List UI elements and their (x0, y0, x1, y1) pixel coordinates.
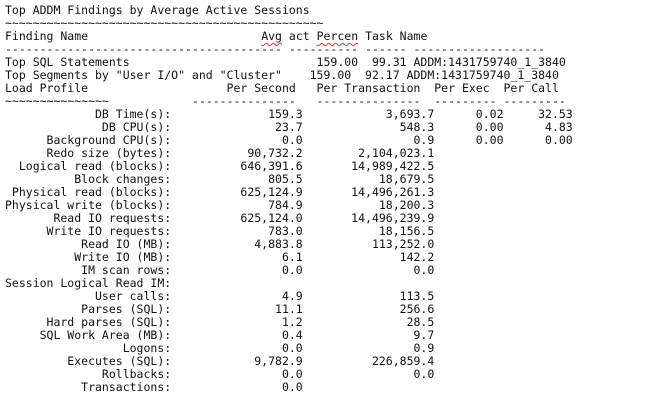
profile-row: Physical read (blocks): 625,124.9 14,496,261.3 (5, 185, 435, 199)
awr-report-text (5, 4, 573, 394)
profile-row: Transactions: 0.0 (5, 380, 303, 394)
profile-row: IM scan rows: 0.0 0.0 (5, 263, 435, 277)
profile-row: Redo size (bytes): 90,732.2 2,104,023.1 (5, 146, 435, 160)
profile-row: Block changes: 805.5 18,679.5 (5, 172, 435, 186)
profile-row: Parses (SQL): 11.1 256.6 (5, 302, 435, 316)
col-act: act (281, 29, 317, 43)
profile-row: Background CPU(s): 0.0 0.9 0.00 0.00 (5, 133, 573, 147)
col-task-name: Task Name (358, 29, 428, 43)
finding-row: Top Segments by "User I/O" and "Cluster" 159.00 92.17 ADDM:1431759740_1_3840 (5, 68, 559, 82)
profile-row: User calls: 4.9 113.5 (5, 289, 435, 303)
profile-row: Session Logical Read IM: (5, 276, 172, 290)
col-percen: Percen (316, 29, 359, 43)
col-finding-name: Finding Name (5, 29, 89, 43)
profile-row: Read IO requests: 625,124.0 14,496,239.9 (5, 211, 435, 225)
load-profile-rule: ~~~~~~~~~~~~~~~ --------------- --------------- --------- --------- (5, 94, 566, 108)
profile-row: Write IO requests: 783.0 18,156.5 (5, 224, 435, 238)
profile-row: SQL Work Area (MB): 0.4 9.7 (5, 328, 435, 342)
profile-row: Physical write (blocks): 784.9 18,200.3 (5, 198, 435, 212)
profile-row: Rollbacks: 0.0 0.0 (5, 367, 435, 381)
load-profile-header: Load Profile Per Second Per Transaction Per Exec Per Call (5, 81, 559, 95)
findings-title: Top ADDM Findings by Average Active Sessions (5, 3, 310, 17)
profile-row: Write IO (MB): 6.1 142.2 (5, 250, 435, 264)
findings-header-rule: ---------------------------------------- ---------- ------ ------------------- (5, 42, 546, 56)
col-avg: Avg (261, 29, 282, 43)
profile-row: Logical read (blocks): 646,391.6 14,989,422.5 (5, 159, 435, 173)
findings-title-rule: ~~~~~~~~~~~~~~~~~~~~~~~~~~~~~~~~~~~~~~~~~~~~~~ (5, 16, 324, 30)
profile-row: DB Time(s): 159.3 3,693.7 0.02 32.53 (5, 107, 573, 121)
profile-row: Executes (SQL): 9,782.9 226,859.4 (5, 354, 435, 368)
profile-row: Read IO (MB): 4,883.8 113,252.0 (5, 237, 435, 251)
finding-row: Top SQL Statements 159.00 99.31 ADDM:1431759740_1_3840 (5, 55, 566, 69)
profile-row: Logons: 0.0 0.9 (5, 341, 435, 355)
profile-row: Hard parses (SQL): 1.2 28.5 (5, 315, 435, 329)
profile-row: DB CPU(s): 23.7 548.3 0.00 4.83 (5, 120, 573, 134)
